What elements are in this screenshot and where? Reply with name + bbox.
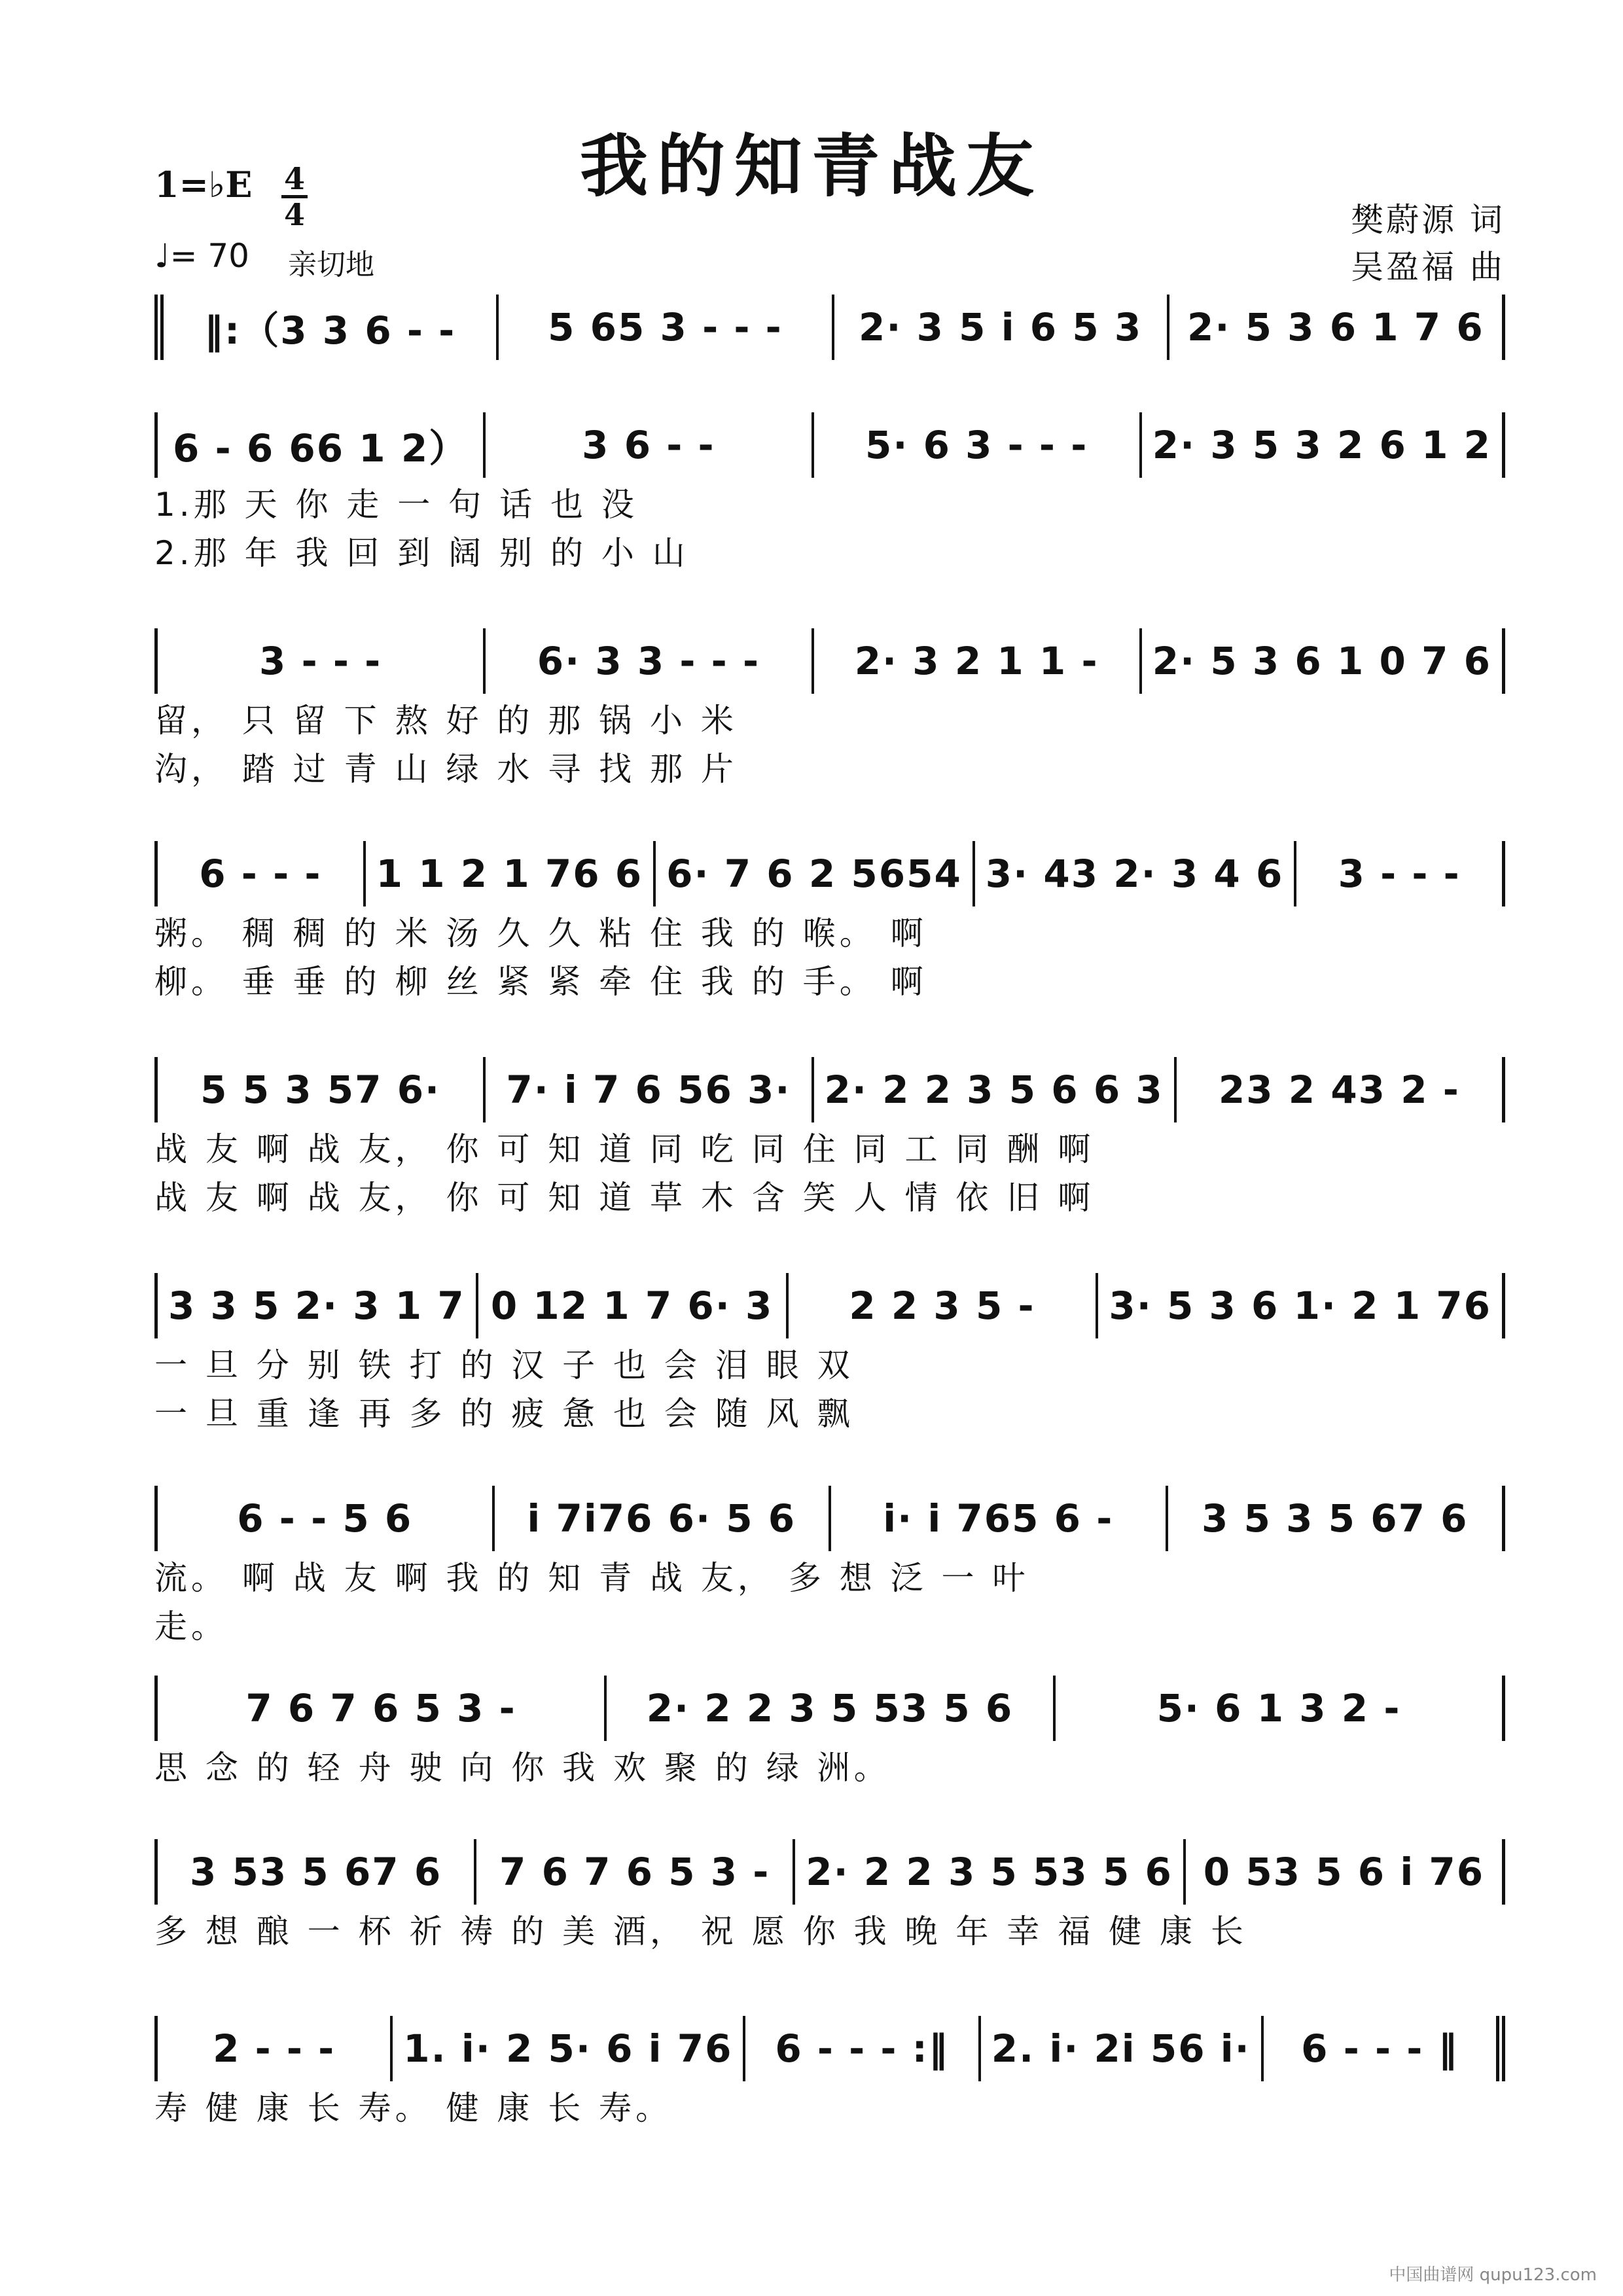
staff-line xyxy=(154,841,1505,906)
lyric-line xyxy=(154,478,1505,526)
measure: 0 53 5 6 i 76 xyxy=(1203,1850,1485,1894)
lyric-line xyxy=(154,2081,1505,2130)
measure: 2· 5 3 6 1 7 6 xyxy=(1187,305,1484,350)
measure: 2. i· 2i 56 i· xyxy=(981,2016,1264,2081)
lyric-text: 粥。 稠 稠 的 米 汤 久 久 粘 住 我 的 喉。 啊 xyxy=(154,914,927,952)
composer-credit: 吴盈福 曲 xyxy=(1351,248,1505,286)
page-title: 我的知青战友 xyxy=(579,126,1043,206)
lyric-line xyxy=(154,1338,1505,1387)
measure: 1. i· 2 5· 6 i 76 xyxy=(393,2016,745,2081)
measure: 3 3 5 2· 3 1 7 xyxy=(158,1273,478,1338)
staff-line xyxy=(154,1273,1505,1338)
measure: 7 6 7 6 5 3 - xyxy=(476,1839,795,1905)
lyric-text: 战 友 啊 战 友， 你 可 知 道 同 吃 同 住 同 工 同 酬 啊 xyxy=(154,1130,1095,1168)
tempo-marking: ♩= 70 xyxy=(154,237,249,275)
key-signature: 1=♭E xyxy=(154,164,253,206)
measure: 6 - 6 66 1 2） xyxy=(158,412,486,478)
measure: 2· 3 2 1 1 - xyxy=(814,628,1142,694)
measure: 2· 2 2 3 5 53 5 6 xyxy=(607,1676,1056,1741)
measure: 3· 5 3 6 1· 2 1 76 xyxy=(1109,1283,1491,1328)
measure: 23 2 43 2 - xyxy=(1218,1067,1460,1112)
time-signature xyxy=(281,161,308,232)
measure: 1 1 2 1 76 6 xyxy=(366,841,656,906)
lyric-text: 柳。 垂 垂 的 柳 丝 紧 紧 牵 住 我 的 手。 啊 xyxy=(154,963,927,1001)
measure: 6 - - - xyxy=(158,841,366,906)
score-system xyxy=(154,1486,1505,1648)
lyric-line xyxy=(154,1741,1505,1789)
lyric-text: 思 念 的 轻 舟 驶 向 你 我 欢 聚 的 绿 洲。 xyxy=(154,1749,891,1787)
measure: 2 2 3 5 - xyxy=(789,1273,1099,1338)
lyric-text: 走。 xyxy=(154,1607,228,1645)
staff-line xyxy=(154,1057,1505,1122)
measure: 6 - - 5 6 xyxy=(158,1486,495,1551)
score-system xyxy=(154,2016,1505,2130)
lyric-line xyxy=(154,1600,1505,1648)
lyric-text: 战 友 啊 战 友， 你 可 知 道 草 木 含 笑 人 情 依 旧 啊 xyxy=(154,1179,1095,1217)
time-signature-bottom: 4 xyxy=(283,197,305,232)
lyric-line xyxy=(154,1905,1505,1953)
measure: 7· i 7 6 56 3· xyxy=(486,1057,813,1122)
measure: 2· 5 3 6 1 0 7 6 xyxy=(1152,639,1491,683)
lyric-line xyxy=(154,1551,1505,1600)
lyric-text: 留， 只 留 下 熬 好 的 那 锅 小 米 xyxy=(154,702,738,740)
measure: 2· 2 2 3 5 53 5 6 xyxy=(795,1839,1186,1905)
measure: 3 5 3 5 67 6 xyxy=(1202,1496,1469,1541)
measure: 2· 3 5 i 6 5 3 xyxy=(834,295,1169,360)
score-system xyxy=(154,295,1505,360)
measure: 3 - - - xyxy=(1338,852,1461,896)
measure: i 7i76 6· 5 6 xyxy=(495,1486,832,1551)
staff-line xyxy=(154,295,1505,360)
measure: 3 6 - - xyxy=(486,412,813,478)
measure: 5· 6 1 3 2 - xyxy=(1156,1686,1401,1731)
measure: 3 53 5 67 6 xyxy=(158,1839,476,1905)
measure: 6 - - - :‖ xyxy=(745,2016,980,2081)
score-system xyxy=(154,1676,1505,1789)
staff-line xyxy=(154,2016,1505,2081)
lyric-text: 一 旦 重 逢 再 多 的 疲 惫 也 会 随 风 飘 xyxy=(154,1395,854,1433)
score-system xyxy=(154,628,1505,791)
score-system xyxy=(154,841,1505,1003)
watermark: 中国曲谱网 qupu123.com xyxy=(1389,2265,1597,2285)
lyric-text: 沟， 踏 过 青 山 绿 水 寻 找 那 片 xyxy=(154,750,738,788)
staff-line xyxy=(154,1486,1505,1551)
measure: 2· 3 5 3 2 6 1 2 xyxy=(1152,423,1491,467)
measure: 5· 6 3 - - - xyxy=(814,412,1142,478)
lyric-text: 寿 健 康 长 寿。 健 康 长 寿。 xyxy=(154,2089,673,2127)
staff-line xyxy=(154,412,1505,478)
measure: 0 12 1 7 6· 3 xyxy=(478,1273,789,1338)
measure: 6· 3 3 - - - xyxy=(486,628,813,694)
measure: 7 6 7 6 5 3 - xyxy=(158,1676,607,1741)
lyric-text: 一 旦 分 别 铁 打 的 汉 子 也 会 泪 眼 双 xyxy=(154,1346,854,1384)
score-system xyxy=(154,1057,1505,1219)
measure: 5 5 3 57 6· xyxy=(158,1057,486,1122)
time-signature-top: 4 xyxy=(283,161,305,196)
expression-marking: 亲切地 xyxy=(288,248,374,281)
lyric-line xyxy=(154,1171,1505,1219)
measure: 6 - - - ‖ xyxy=(1301,2026,1459,2071)
lyric-line xyxy=(154,1387,1505,1435)
lyric-line xyxy=(154,906,1505,955)
lyric-text: 1.那 天 你 走 一 句 话 也 没 xyxy=(154,486,638,524)
score-system xyxy=(154,1273,1505,1435)
staff-line xyxy=(154,628,1505,694)
lyric-line xyxy=(154,1122,1505,1171)
lyricist-credit: 樊蔚源 词 xyxy=(1351,201,1505,239)
lyric-text: 2.那 年 我 回 到 阔 别 的 小 山 xyxy=(154,534,689,572)
staff-line xyxy=(154,1839,1505,1905)
score-system xyxy=(154,1839,1505,1953)
measure: 2 - - - xyxy=(158,2016,393,2081)
measure: 3 - - - xyxy=(158,628,486,694)
staff-line xyxy=(154,1676,1505,1741)
measure: 5 65 3 - - - xyxy=(499,295,834,360)
lyric-line xyxy=(154,742,1505,791)
lyric-text: 流。 啊 战 友 啊 我 的 知 青 战 友， 多 想 泛 一 叶 xyxy=(154,1559,1029,1597)
measure: i· i 765 6 - xyxy=(831,1486,1168,1551)
measure: ‖:（3 3 6 - - xyxy=(164,295,499,360)
measure: 6· 7 6 2 5654 xyxy=(656,841,975,906)
measure: 2· 2 2 3 5 6 6 3 xyxy=(814,1057,1177,1122)
measure: 3· 43 2· 3 4 6 xyxy=(975,841,1297,906)
lyric-text: 多 想 酿 一 杯 祈 祷 的 美 酒， 祝 愿 你 我 晚 年 幸 福 健 康 长 xyxy=(154,1912,1247,1950)
lyric-line xyxy=(154,955,1505,1003)
score-system xyxy=(154,412,1505,575)
lyric-line xyxy=(154,694,1505,742)
lyric-line xyxy=(154,526,1505,575)
